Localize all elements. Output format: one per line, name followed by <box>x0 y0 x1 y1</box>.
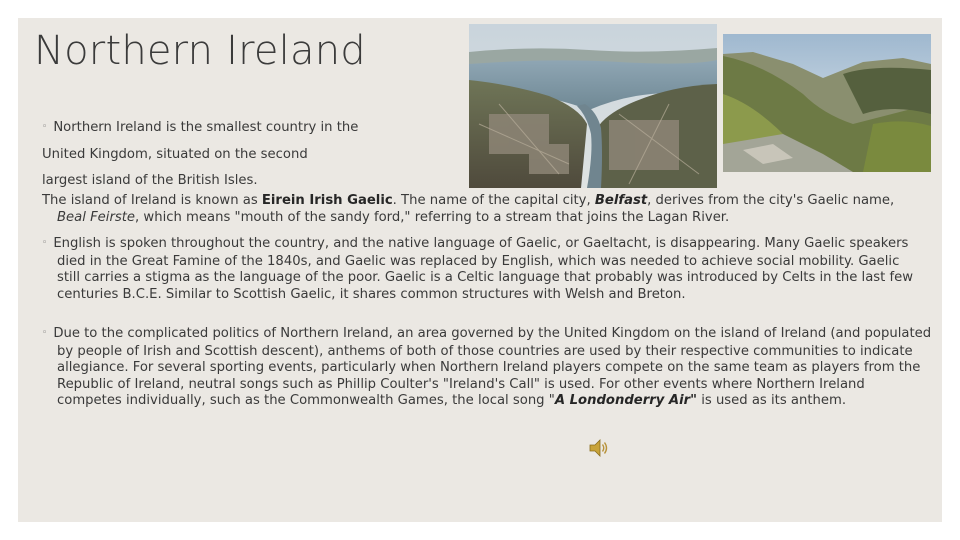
mountain-landscape-photo <box>723 34 931 172</box>
bullet-icon: ◦ <box>42 238 48 248</box>
eirein-irish-gaelic: Eirein Irish Gaelic <box>261 193 393 208</box>
intro-line-2: United Kingdom, situated on the second <box>42 147 308 162</box>
intro-line-3: largest island of the British Isles. <box>42 173 258 188</box>
slide <box>18 18 942 522</box>
bullet-icon: ◦ <box>42 122 48 132</box>
paragraph-island-name <box>42 193 922 226</box>
bullet-icon: ◦ <box>42 328 48 338</box>
belfast-aerial-photo <box>469 24 717 188</box>
language-text: English is spoken throughout the country, and the native language of Gaelic, or Gaeltacht, is disappearing. Many Gaelic speakers died in the Great Famine of the 1840s, and Gaelic was replaced by English, which was needed to achieve social mobility. Gaelic still carries a stigma as the language of the poor. Gaelic is a Celtic language that probably was introduced by Celts in the last few centuries B.C.E. Similar to Scottish Gaelic, it shares common structures with Welsh and Breton. <box>53 236 914 302</box>
slide-title: Northern Ireland <box>34 28 366 74</box>
beal-feirste-term: Beal Feirste <box>57 209 136 225</box>
island-text-g: , which means "mouth of the sandy ford," referring to a stream that joins the Lagan River. <box>135 209 730 225</box>
island-text-e: , derives from the city's Gaelic name, <box>647 193 895 208</box>
belfast-term: Belfast <box>594 193 648 208</box>
island-text-c: . The name of the capital city, <box>392 193 595 208</box>
anthems-text-a: Due to the complicated politics of Northern Ireland, an area governed by the United Kingdom on the island of Ireland (and populated by people of Irish and Scottish descent), anthems of both of those countries are used by their respective communities to indicate allegiance. For several sporting events, particularly when Northern Ireland players compete on the same team as players from the Republic of Ireland, neutral songs such as Phillip Coulter's "Ireland's Call" is used. For other events where Northern Ireland competes individually, such as the Commonwealth Games, the local song " <box>53 326 932 408</box>
paragraph-intro <box>42 115 462 194</box>
anthems-text-c: is used as its anthem. <box>697 393 847 408</box>
speaker-icon[interactable] <box>587 436 611 460</box>
island-text-a: The island of Ireland is known as <box>42 193 262 208</box>
londonderry-air-term: A Londonderry Air" <box>554 393 698 408</box>
intro-line-1: Northern Ireland is the smallest country in the <box>53 120 359 135</box>
paragraph-language <box>42 236 922 303</box>
paragraph-anthems <box>42 326 932 410</box>
